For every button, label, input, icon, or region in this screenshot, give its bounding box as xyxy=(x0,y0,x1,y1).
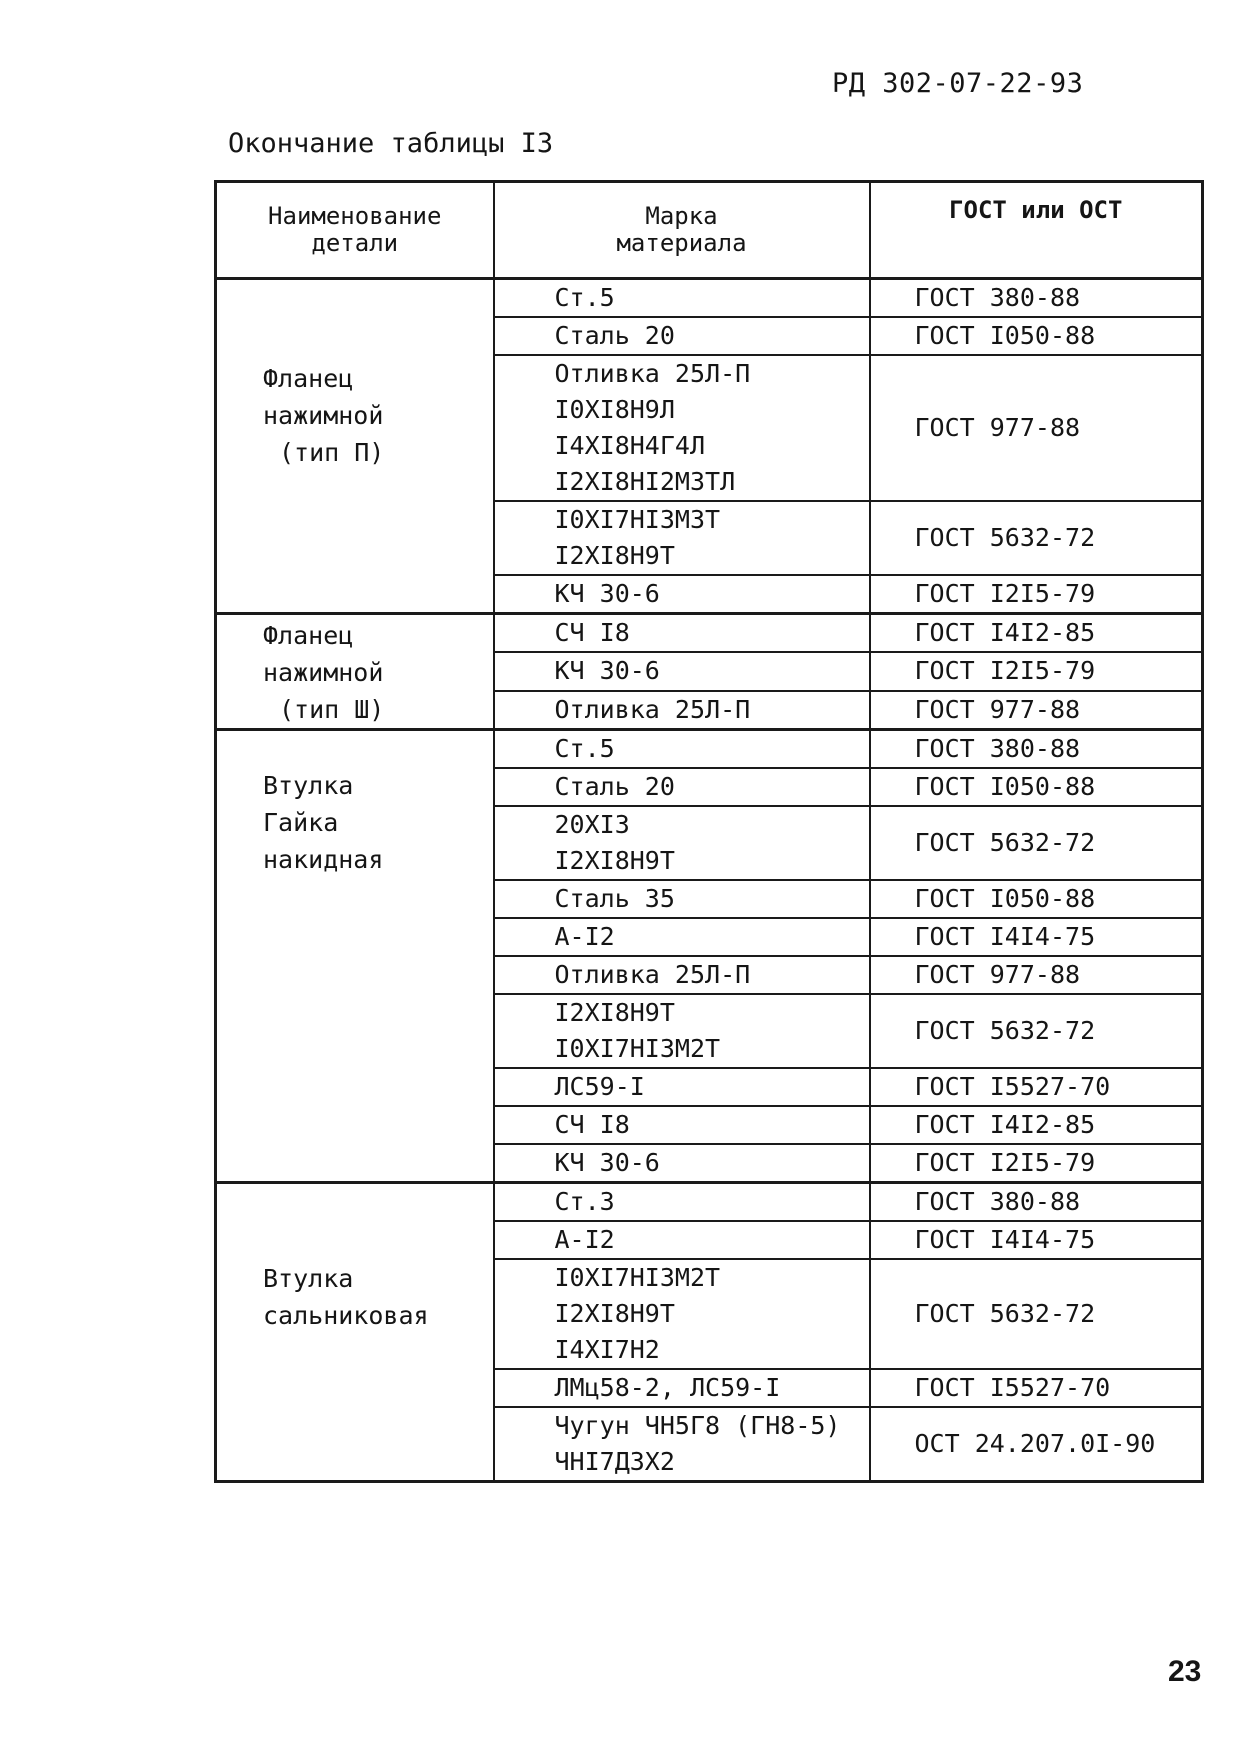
standard-code: ГОСТ I050-88 xyxy=(914,772,1096,801)
table-caption: Окончание таблицы I3 xyxy=(228,128,554,159)
standard-cell xyxy=(870,1369,1203,1407)
standard-code: ГОСТ 5632-72 xyxy=(914,828,1096,857)
material-grade: I2XI8H9T xyxy=(554,541,675,570)
standard-code: ГОСТ 5632-72 xyxy=(914,1016,1096,1045)
standard-cell xyxy=(870,279,1203,318)
part-name-cell xyxy=(216,1183,494,1482)
standard-code: ГОСТ I2I5-79 xyxy=(914,579,1096,608)
material-cell xyxy=(494,279,870,318)
standard-code: ГОСТ I2I5-79 xyxy=(914,656,1096,686)
material-cell xyxy=(494,691,870,730)
standard-code: ГОСТ 977-88 xyxy=(914,413,1081,442)
header-part-name xyxy=(216,182,494,279)
material-grade: КЧ 30-6 xyxy=(554,656,660,686)
standard-code: ГОСТ I5527-70 xyxy=(914,1373,1111,1402)
material-cell xyxy=(494,1144,870,1183)
table-row xyxy=(216,730,1203,769)
standard-cell xyxy=(870,1221,1203,1259)
part-name-cell xyxy=(216,730,494,1183)
table-row xyxy=(216,279,1203,318)
standard-code: ГОСТ I2I5-79 xyxy=(914,1148,1096,1177)
material-cell xyxy=(494,355,870,501)
standard-code: ГОСТ 380-88 xyxy=(914,283,1081,312)
header-line: ГОСТ или ОСТ xyxy=(949,196,1123,224)
material-grade: Сталь 35 xyxy=(554,884,675,913)
standard-code: ГОСТ 5632-72 xyxy=(914,523,1096,552)
table-row xyxy=(216,1183,1203,1222)
material-grade: I2XI8H9T xyxy=(554,1299,675,1328)
part-name-line: Втулка xyxy=(263,771,354,800)
material-grade: СЧ I8 xyxy=(554,1110,630,1139)
material-grade: I0XI7HI3M2T xyxy=(554,1263,721,1292)
material-grade: I0XI7HI3M2T xyxy=(554,1034,721,1063)
material-grade: I2XI8H9T xyxy=(554,998,675,1027)
material-cell xyxy=(494,880,870,918)
standard-cell xyxy=(870,1144,1203,1183)
standard-code: ГОСТ I4I2-85 xyxy=(914,1110,1096,1139)
part-name-line: нажимной xyxy=(263,401,384,430)
standard-cell xyxy=(870,614,1203,653)
standard-cell xyxy=(870,691,1203,730)
standard-cell xyxy=(870,994,1203,1068)
material-grade: I0XI7HI3M3T xyxy=(554,505,721,534)
table-row xyxy=(216,614,1203,653)
header-line: детали xyxy=(311,229,399,257)
material-cell xyxy=(494,768,870,806)
part-name-line: нажимной xyxy=(263,658,384,687)
standard-code: ГОСТ 380-88 xyxy=(914,1187,1081,1216)
part-name-line: накидная xyxy=(263,845,384,874)
standard-cell xyxy=(870,1106,1203,1144)
standard-code: ГОСТ 5632-72 xyxy=(914,1299,1096,1328)
material-cell xyxy=(494,501,870,575)
material-grade: Отливка 25Л-П xyxy=(554,960,751,989)
material-cell xyxy=(494,1183,870,1222)
standard-cell xyxy=(870,652,1203,690)
material-grade: I2XI8H9T xyxy=(554,846,675,875)
part-name-line: Фланец xyxy=(263,621,354,650)
material-grade: Сталь 20 xyxy=(554,321,675,350)
table-body xyxy=(216,279,1203,1482)
material-cell xyxy=(494,806,870,880)
page-number: 23 xyxy=(1168,1655,1202,1688)
material-cell xyxy=(494,994,870,1068)
header-line: Наименование xyxy=(268,202,442,230)
material-cell xyxy=(494,730,870,769)
material-grade: КЧ 30-6 xyxy=(554,1148,660,1177)
part-name-line: сальниковая xyxy=(263,1301,429,1330)
standard-code: ГОСТ I050-88 xyxy=(914,321,1096,350)
standard-cell xyxy=(870,768,1203,806)
header-line: материала xyxy=(616,229,747,257)
material-cell xyxy=(494,956,870,994)
material-grade: I0XI8H9Л xyxy=(554,395,675,424)
part-name-cell xyxy=(216,279,494,614)
material-grade: Ст.3 xyxy=(554,1187,615,1216)
materials-table xyxy=(214,180,1204,1483)
material-cell xyxy=(494,652,870,690)
material-grade: Ст.5 xyxy=(554,283,615,312)
material-grade: Отливка 25Л-П xyxy=(554,694,751,724)
standard-cell xyxy=(870,317,1203,355)
material-grade: ЛС59-I xyxy=(554,1072,645,1101)
header-material-grade xyxy=(494,182,870,279)
standard-cell xyxy=(870,730,1203,769)
standard-cell xyxy=(870,501,1203,575)
standard-code: ГОСТ 977-88 xyxy=(914,694,1081,724)
material-cell xyxy=(494,317,870,355)
material-grade: Чугун ЧН5Г8 (ГН8-5) xyxy=(554,1411,841,1440)
material-grade: А-I2 xyxy=(554,1225,615,1254)
table-header-row xyxy=(216,182,1203,279)
standard-code: ГОСТ 380-88 xyxy=(914,734,1081,763)
material-grade: I4XI8H4Г4Л xyxy=(554,431,706,460)
standard-code: ГОСТ I4I4-75 xyxy=(914,922,1096,951)
standard-cell xyxy=(870,355,1203,501)
material-grade: КЧ 30-6 xyxy=(554,579,660,608)
material-grade: 20XI3 xyxy=(554,810,630,839)
material-cell xyxy=(494,1369,870,1407)
material-cell xyxy=(494,1221,870,1259)
standard-code: ГОСТ I4I4-75 xyxy=(914,1225,1096,1254)
standard-cell xyxy=(870,1407,1203,1482)
header-line: Марка xyxy=(645,202,718,230)
standard-cell xyxy=(870,1259,1203,1369)
part-name-cell xyxy=(216,614,494,730)
part-name-line: (тип Ш) xyxy=(279,695,385,724)
material-cell xyxy=(494,575,870,614)
material-grade: Отливка 25Л-П xyxy=(554,359,751,388)
standard-cell xyxy=(870,1183,1203,1222)
material-grade: I2XI8HI2M3TЛ xyxy=(554,467,736,496)
part-name-line: Фланец xyxy=(263,364,354,393)
standard-code: ГОСТ I4I2-85 xyxy=(914,618,1096,648)
standard-code: ОСТ 24.207.0I-90 xyxy=(914,1429,1156,1458)
material-grade: Сталь 20 xyxy=(554,772,675,801)
standard-cell xyxy=(870,806,1203,880)
part-name-line: (тип П) xyxy=(279,438,385,467)
standard-cell xyxy=(870,956,1203,994)
standard-cell xyxy=(870,918,1203,956)
standard-cell xyxy=(870,880,1203,918)
header-standard xyxy=(870,182,1203,279)
material-cell xyxy=(494,614,870,653)
part-name-line: Гайка xyxy=(263,808,339,837)
material-cell xyxy=(494,918,870,956)
material-cell xyxy=(494,1068,870,1106)
part-name-line: Втулка xyxy=(263,1264,354,1293)
standard-code: ГОСТ I050-88 xyxy=(914,884,1096,913)
material-grade: ЛМц58-2, ЛС59-I xyxy=(554,1373,781,1402)
material-cell xyxy=(494,1407,870,1482)
material-cell xyxy=(494,1259,870,1369)
document-code: РД 302-07-22-93 xyxy=(832,68,1084,99)
material-grade: А-I2 xyxy=(554,922,615,951)
material-grade: I4XI7H2 xyxy=(554,1335,660,1364)
standard-cell xyxy=(870,575,1203,614)
material-cell xyxy=(494,1106,870,1144)
standard-code: ГОСТ I5527-70 xyxy=(914,1072,1111,1101)
standard-code: ГОСТ 977-88 xyxy=(914,960,1081,989)
material-grade: СЧ I8 xyxy=(554,618,630,648)
material-grade: Ст.5 xyxy=(554,734,615,763)
standard-cell xyxy=(870,1068,1203,1106)
material-grade: ЧНI7Д3X2 xyxy=(554,1447,675,1476)
